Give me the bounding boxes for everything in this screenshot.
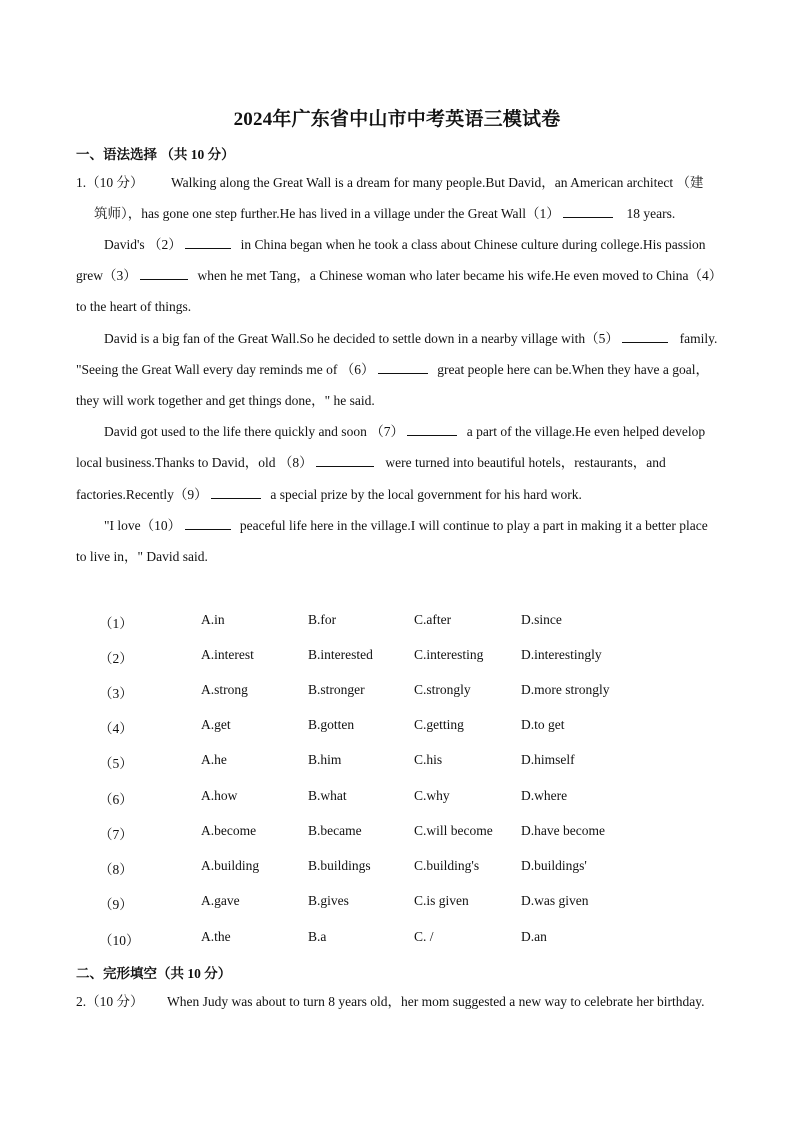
passage-line (76, 993, 705, 1011)
passage-text: David is a big fan of the Great Wall.So he decided to settle down in a nearby village with（5） (104, 331, 619, 346)
option-b[interactable]: B.became (308, 823, 362, 838)
option-b[interactable]: B.what (308, 788, 347, 803)
passage-line (104, 330, 717, 348)
option-row (0, 612, 794, 632)
passage-text: a special prize by the local government for his hard work. (270, 487, 582, 502)
passage-text: when he met Tang，a Chinese woman who later became his wife.He even moved to China（4） (197, 268, 723, 283)
option-number: （4） (99, 721, 133, 736)
option-b[interactable]: B.buildings (308, 858, 371, 873)
option-c[interactable]: C.building's (414, 858, 480, 873)
passage-text: "Seeing the Great Wall every day reminds me of （6） (76, 362, 375, 377)
answer-blank[interactable] (185, 517, 231, 530)
option-number: （1） (99, 616, 133, 631)
passage-text: peaceful life here in the village.I will continue to play a part in making it a better place (239, 518, 708, 533)
passage-text: factories.Recently（9） (76, 487, 208, 502)
option-d[interactable]: D.was given (521, 893, 589, 908)
option-c[interactable]: C.why (414, 788, 450, 803)
passage-line (76, 454, 666, 472)
passage-text: 筑师），has gone one step further.He has lived in a village under the Great Wall（1） (94, 206, 560, 221)
passage-text: "I love（10） (104, 518, 182, 533)
answer-blank[interactable] (211, 486, 261, 499)
option-a[interactable]: A.building (201, 858, 260, 873)
option-row (0, 752, 794, 772)
option-b[interactable]: B.gotten (308, 717, 355, 732)
option-number: （8） (99, 862, 133, 877)
option-number: （6） (99, 792, 133, 807)
option-d[interactable]: D.himself (521, 752, 575, 767)
option-number: （2） (99, 651, 133, 666)
passage-text: grew（3） (76, 268, 137, 283)
option-c[interactable]: C.his (414, 752, 443, 767)
option-a[interactable]: A.in (201, 612, 225, 627)
option-c[interactable]: C. / (414, 929, 434, 944)
passage-text: great people here can be.When they have a goal， (437, 362, 709, 377)
passage-line (104, 423, 705, 441)
question-number: 1.（10 分） (76, 175, 144, 190)
option-row (0, 647, 794, 667)
section1-heading: 一、语法选择 （共 10 分） (76, 147, 235, 162)
passage-text: 18 years. (626, 206, 676, 221)
answer-blank[interactable] (185, 236, 231, 249)
passage-line (104, 517, 708, 535)
question-number: 2.（10 分） (76, 994, 144, 1009)
option-d[interactable]: D.interestingly (521, 647, 602, 662)
answer-blank[interactable] (316, 454, 374, 467)
passage-line (76, 267, 722, 285)
option-d[interactable]: D.buildings' (521, 858, 587, 873)
passage-text: local business.Thanks to David，old （8） (76, 455, 313, 470)
option-c[interactable]: C.will become (414, 823, 493, 838)
option-a[interactable]: A.get (201, 717, 231, 732)
passage-line (104, 236, 705, 254)
passage-text: a part of the village.He even helped develop (466, 424, 706, 439)
passage-text: were turned into beautiful hotels，restaurants，and (385, 455, 666, 470)
option-row (0, 929, 794, 949)
option-d[interactable]: D.have become (521, 823, 605, 838)
passage-text: family. (679, 331, 718, 346)
passage-line (94, 205, 675, 223)
option-a[interactable]: A.the (201, 929, 231, 944)
option-b[interactable]: B.interested (308, 647, 373, 662)
option-number: （10） (99, 933, 140, 948)
passage-text: David got used to the life there quickly and soon （7） (104, 424, 404, 439)
option-b[interactable]: B.a (308, 929, 327, 944)
option-a[interactable]: A.interest (201, 647, 254, 662)
option-row (0, 893, 794, 913)
answer-blank[interactable] (407, 423, 457, 436)
passage-line: to the heart of things. (76, 299, 192, 314)
passage-text: David's （2） (104, 237, 182, 252)
answer-blank[interactable] (563, 205, 613, 218)
option-d[interactable]: D.an (521, 929, 547, 944)
option-c[interactable]: C.is given (414, 893, 469, 908)
option-row (0, 823, 794, 843)
option-a[interactable]: A.become (201, 823, 257, 838)
option-d[interactable]: D.to get (521, 717, 565, 732)
option-a[interactable]: A.how (201, 788, 238, 803)
option-d[interactable]: D.where (521, 788, 568, 803)
option-row (0, 788, 794, 808)
passage-text: When Judy was about to turn 8 years old，her mom suggested a new way to celebrate her birthday. (167, 994, 705, 1009)
option-d[interactable]: D.more strongly (521, 682, 610, 697)
passage-line (76, 174, 720, 192)
answer-blank[interactable] (140, 267, 188, 280)
option-b[interactable]: B.stronger (308, 682, 365, 697)
passage-text: in China began when he took a class about Chinese culture during college.His passion (240, 237, 706, 252)
answer-blank[interactable] (378, 361, 428, 374)
option-number: （3） (99, 686, 133, 701)
passage-line: they will work together and get things done，" he said. (76, 393, 375, 408)
passage-line (76, 486, 582, 504)
option-a[interactable]: A.gave (201, 893, 240, 908)
option-c[interactable]: C.interesting (414, 647, 484, 662)
option-b[interactable]: B.him (308, 752, 342, 767)
passage-text: Walking along the Great Wall is a dream for many people.But David，an American architect （建 (171, 175, 704, 190)
option-d[interactable]: D.since (521, 612, 562, 627)
page-title: 2024年广东省中山市中考英语三模试卷 (233, 109, 561, 130)
option-c[interactable]: C.after (414, 612, 452, 627)
option-c[interactable]: C.getting (414, 717, 464, 732)
option-c[interactable]: C.strongly (414, 682, 471, 697)
option-a[interactable]: A.strong (201, 682, 248, 697)
option-row (0, 858, 794, 878)
option-number: （5） (99, 756, 133, 771)
option-row (0, 717, 794, 737)
option-b[interactable]: B.gives (308, 893, 349, 908)
section2-heading: 二、完形填空（共 10 分） (76, 966, 232, 981)
passage-line (76, 361, 709, 379)
passage-line: to live in，" David said. (76, 549, 208, 564)
option-b[interactable]: B.for (308, 612, 337, 627)
option-a[interactable]: A.he (201, 752, 227, 767)
option-number: （7） (99, 827, 133, 842)
answer-blank[interactable] (622, 330, 668, 343)
option-row (0, 682, 794, 702)
option-number: （9） (99, 897, 133, 912)
